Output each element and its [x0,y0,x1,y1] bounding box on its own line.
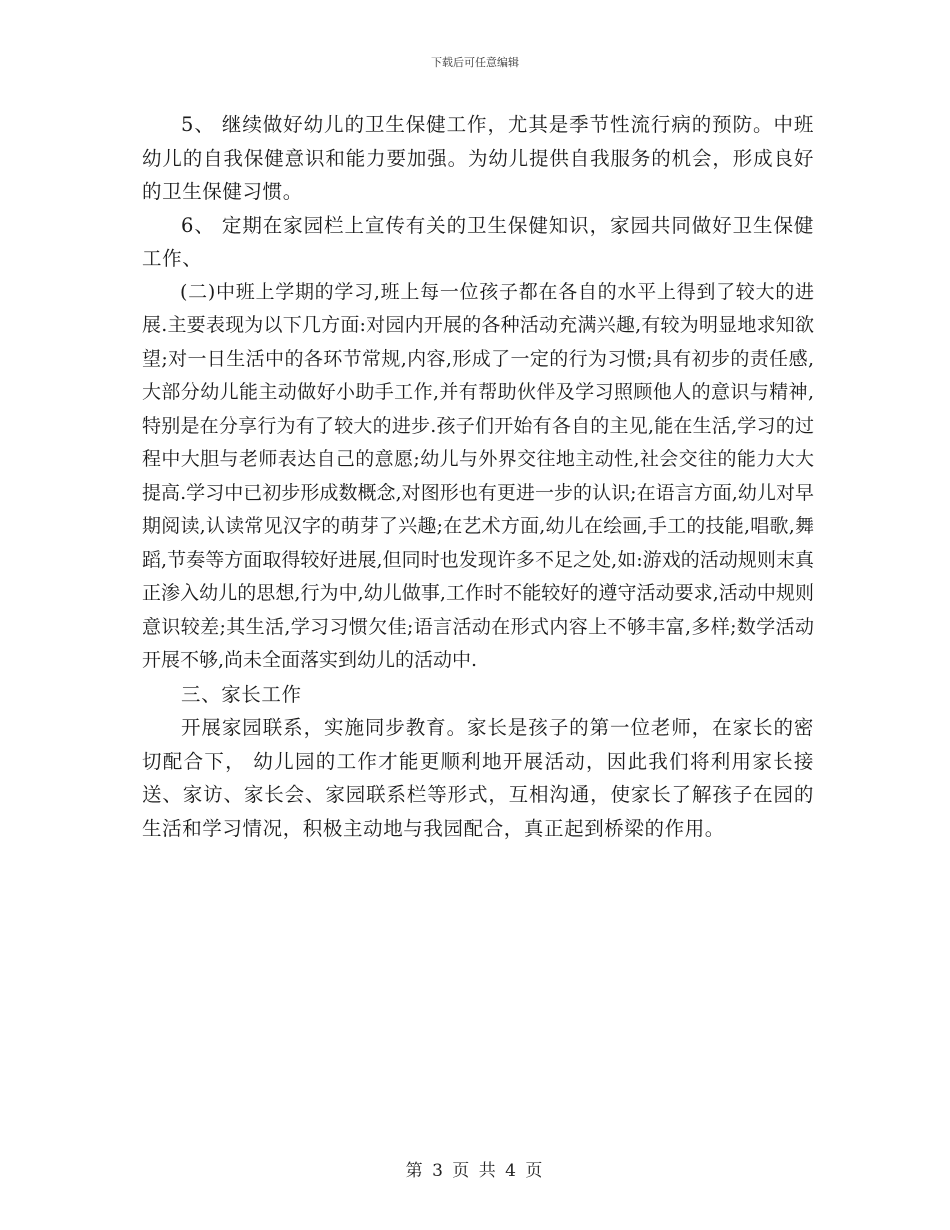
paragraph-learning-progress: (二)中班上学期的学习,班上每一位孩子都在各自的水平上得到了较大的进展.主要表现为以下几方面:对园内开展的各种活动充满兴趣,有较为明显地求知欲望;对一日生活中的各环节常规,内容,形成了一定的行为习惯;具有初步的责任感,大部分幼儿能主动做好小助手工作,并有帮助伙伴及学习照顾他人的意识与精神,特别是在分享行为有了较大的进步.孩子们开始有各自的主见,能在生活,学习的过程中大胆与老师表达自己的意愿;幼儿与外界交往地主动性,社会交往的能力大大提高.学习中已初步形成数概念,对图形也有更进一步的认识;在语言方面,幼儿对早期阅读,认读常见汉字的萌芽了兴趣;在艺术方面,幼儿在绘画,手工的技能,唱歌,舞蹈,节奏等方面取得较好进展,但同时也发现许多不足之处,如:游戏的活动规则末真正渗入幼儿的思想,行为中,幼儿做事,工作时不能较好的遵守活动要求,活动中规则意识较差;其生活,学习习惯欠佳;语言活动在形式内容上不够丰富,多样;数学活动开展不够,尚未全面落实到幼儿的活动中. [142,280,814,671]
paragraph-health-knowledge: 6、 定期在家园栏上宣传有关的卫生保健知识，家园共同做好卫生保健工作、 [142,213,814,270]
page-number: 第 3 页 共 4 页 [405,1161,545,1181]
document-body [142,108,814,845]
page-header: 下载后可任意编辑 [431,56,519,69]
paragraph-hygiene-care: 5、 继续做好幼儿的卫生保健工作，尤其是季节性流行病的预防。中班幼儿的自我保健意识和能力要加强。为幼儿提供自我服务的机会，形成良好的卫生保健习惯。 [142,113,814,203]
paragraph-parent-work: 开展家园联系，实施同步教育。家长是孩子的第一位老师，在家长的密切配合下， 幼儿园的工作才能更顺利地开展活动，因此我们将利用家长接送、家访、家长会、家园联系栏等形式，互相沟通，使家长了解孩子在园的生活和学习情况，积极主动地与我园配合，真正起到桥梁的作用。 [142,716,814,840]
section-heading-parent-work: 三、家长工作 [181,682,302,706]
